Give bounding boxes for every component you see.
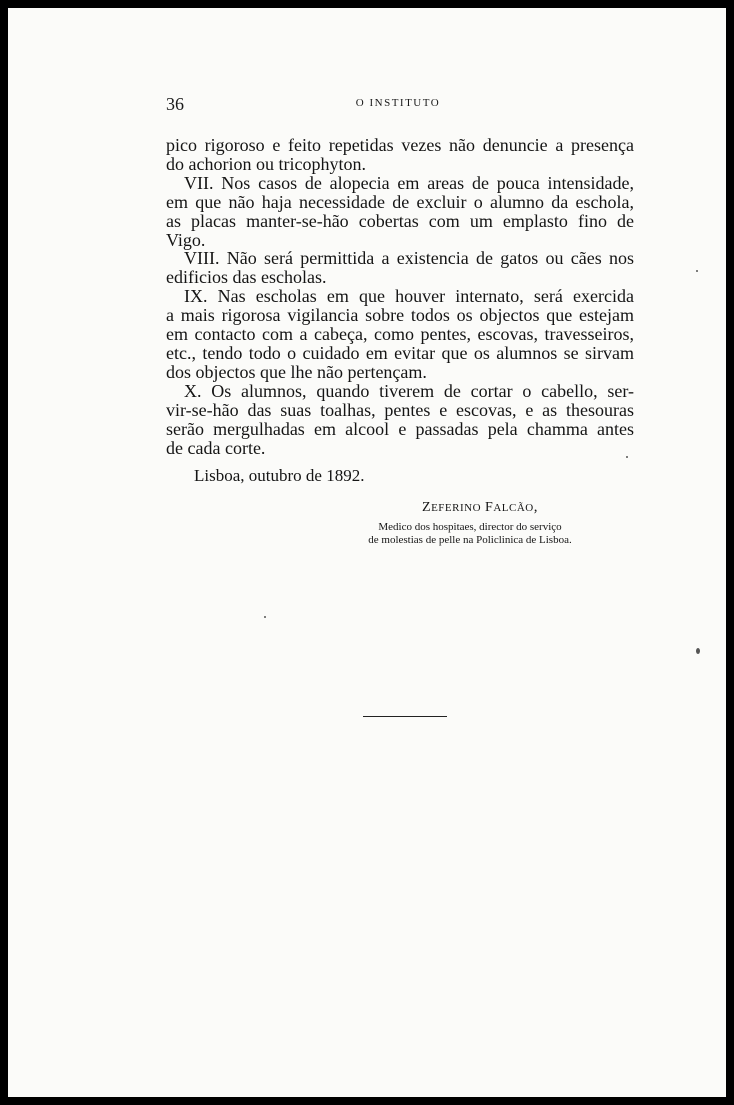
- paper-speck: [626, 456, 628, 458]
- text-line: serão mergulhadas em alcool e passadas pela chamma antes: [166, 418, 634, 439]
- text-line: em que não haja necessidade de excluir o alumno da eschola,: [166, 191, 634, 212]
- text-line: VIII. Não será permittida a existencia de gatos ou cães nos: [184, 248, 634, 269]
- signature-initial: F: [485, 500, 494, 515]
- text-line: VII. Nos casos de alopecia em areas de pouca intensidade,: [184, 172, 634, 193]
- page-header: [166, 94, 630, 118]
- signature-part: eferino: [431, 499, 482, 515]
- text-line: dos objectos que lhe não pertençam.: [166, 361, 427, 382]
- signature-title-line: de molestias de pelle na Policlinica de Lisboa.: [368, 534, 572, 546]
- text-line: IX. Nas escholas em que houver internato, será exercida: [184, 286, 634, 307]
- paper-speck: [264, 616, 266, 618]
- body-text: [166, 136, 634, 457]
- dateline: Lisboa, outubro de 1892.: [194, 466, 365, 485]
- signature-part: alcão,: [493, 499, 538, 515]
- running-title: O INSTITUTO: [355, 97, 441, 109]
- end-rule: [363, 716, 447, 717]
- text-line: edificios das escholas.: [166, 267, 327, 288]
- text-line: X. Os alumnos, quando tiverem de cortar o cabello, ser-: [184, 380, 634, 401]
- signature-initial: Z: [422, 500, 432, 515]
- text-line: vir-se-hão das suas toalhas, pentes e escovas, e as thesouras: [166, 399, 634, 420]
- signature-title: [340, 521, 600, 547]
- page-number: 36: [166, 94, 184, 114]
- text-line: as placas manter-se-hão cobertas com um emplasto fino de: [166, 210, 634, 231]
- text-line: do achorion ou tricophyton.: [166, 153, 366, 174]
- paper-speck: [696, 270, 698, 272]
- text-line: Vigo.: [166, 229, 206, 250]
- signature-title-line: Medico dos hospitaes, director do serviço: [378, 521, 562, 533]
- text-line: de cada corte.: [166, 437, 266, 458]
- paper-speck: [696, 648, 700, 654]
- text-line: em contacto com a cabeça, como pentes, escovas, travesseiros,: [166, 324, 634, 345]
- signature-name: [422, 499, 538, 516]
- document-page: [6, 6, 728, 1099]
- text-line: a mais rigorosa vigilancia sobre todos os objectos que estejam: [166, 305, 634, 326]
- text-line: pico rigoroso e feito repetidas vezes não denuncie a presença: [166, 135, 634, 155]
- text-line: etc., tendo todo o cuidado em evitar que os alumnos se sirvam: [166, 342, 634, 363]
